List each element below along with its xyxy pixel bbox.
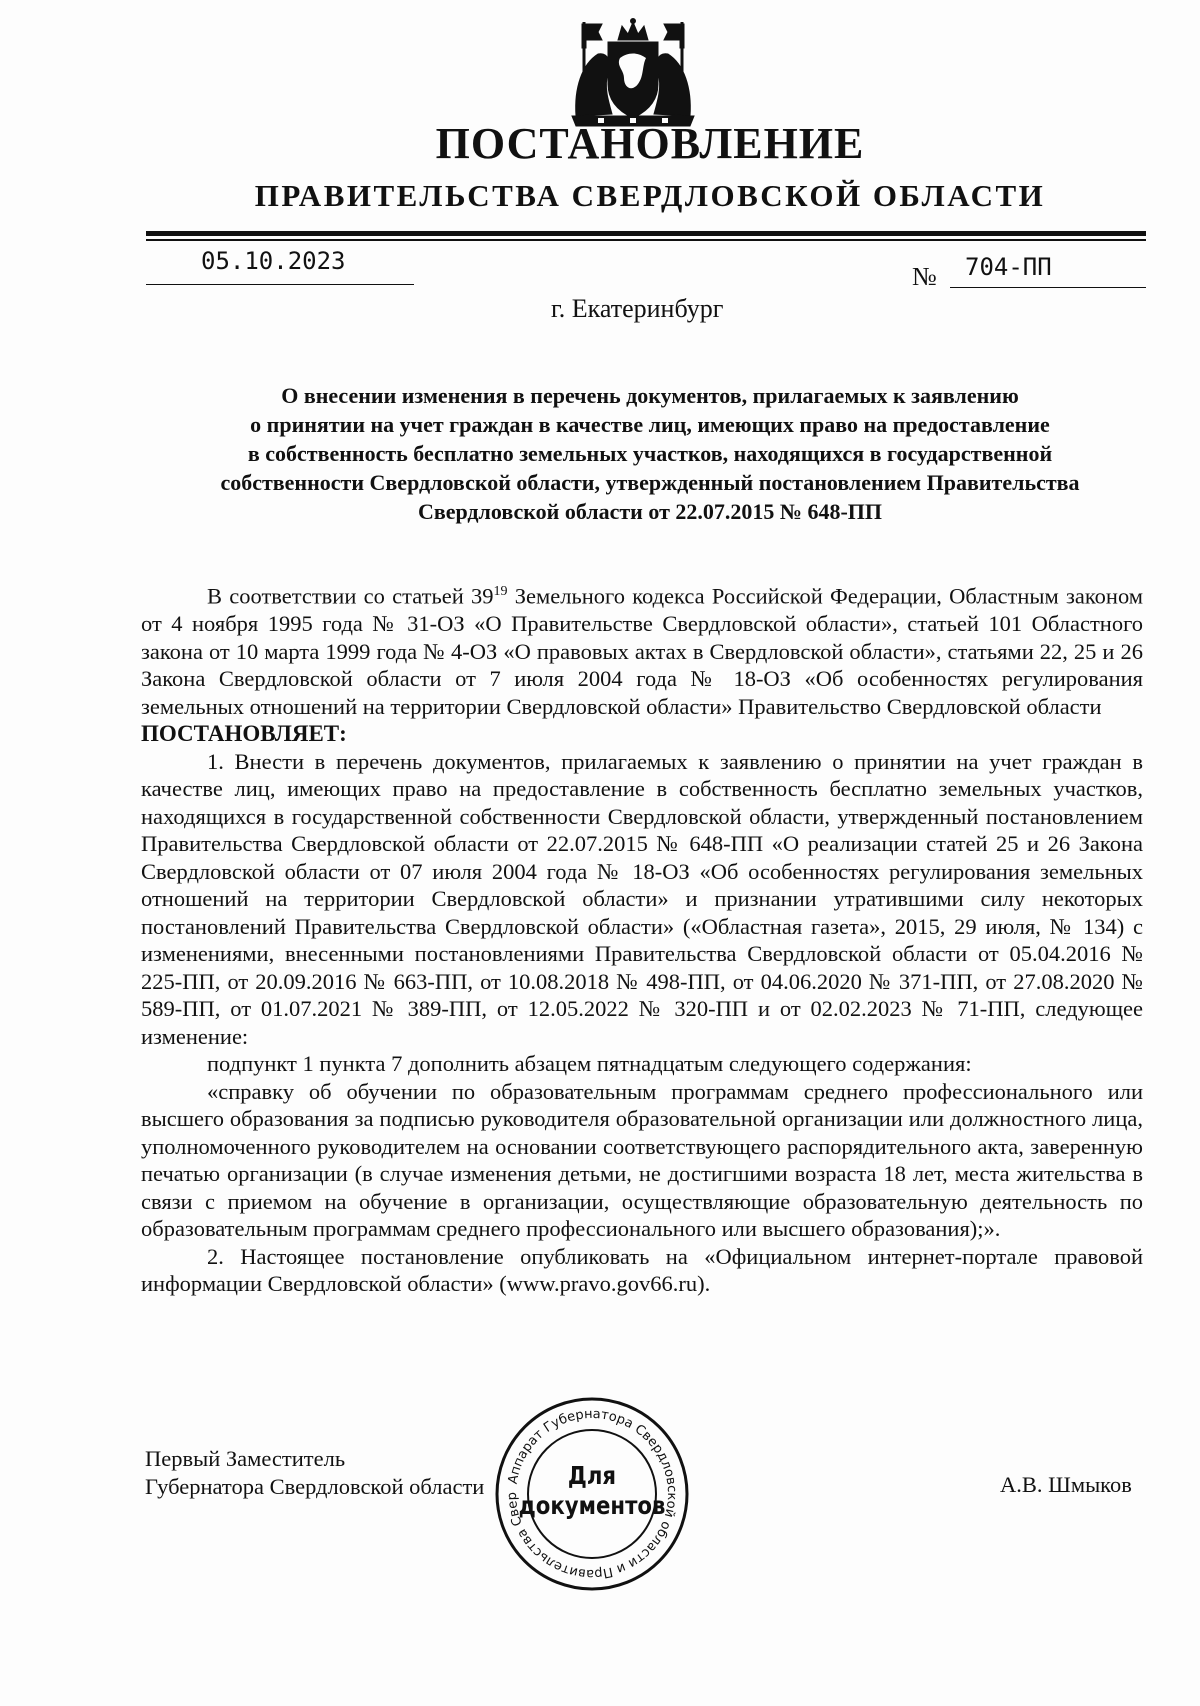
stamp-center-text: [507, 1461, 677, 1521]
document-heading: [150, 381, 1150, 526]
heading-line: собственности Свердловской области, утвержденный постановлением Правительства: [220, 470, 1080, 495]
header-rule-thin: [146, 239, 1146, 241]
heading-line: О внесении изменения в перечень документов, прилагаемых к заявлению: [281, 383, 1019, 408]
quote-paragraph: «справку об обучении по образовательным программам среднего профессионального или высшего образования за подписью руководителя образовательной организации или должностного лица, уполномоченного руководителем на основании соответствующего распорядительного акта, заверенную печатью организации (в случае изменения детьми, не достигшими возраста 18 лет, места жительства в связи с приемом на обучение в организации, осуществляющие образовательную деятельность по образовательным программам среднего профессионального или высшего образования);».: [141, 1078, 1143, 1241]
stamp-ring-text: Аппарат Губернатора Свердловской области и Правительства Свер: [504, 1406, 680, 1582]
stamp-center-line: документов: [518, 1491, 666, 1520]
coat-of-arms-icon: [568, 18, 698, 130]
header-rule-thick: [146, 231, 1146, 236]
signatory-name: А.В. Шмыков: [1000, 1472, 1132, 1497]
preamble-text: В соответствии со статьей 39: [207, 583, 494, 609]
issuer-title: ПРАВИТЕЛЬСТВА СВЕРДЛОВСКОЙ ОБЛАСТИ: [254, 178, 1046, 213]
signatory-title: [145, 1445, 484, 1501]
official-stamp: [492, 1394, 692, 1594]
number-underline: [950, 287, 1146, 288]
document-type-title: ПОСТАНОВЛЕНИЕ: [435, 119, 865, 168]
stamp-center-line: Для: [567, 1461, 617, 1490]
document-number: 704-ПП: [965, 253, 1052, 281]
item-1-paragraph: 1. Внести в перечень документов, прилагаемых к заявлению о принятии на учет граждан в качестве лиц, имеющих право на предоставление в собственность бесплатно земельных участков, находящихся в государственной собственности Свердловской области, утвержденный постановлением Правительства Свердловской области от 22.07.2015 № 648-ПП «О реализации статей 25 и 26 Закона Свердловской области от 07 июля 2004 года № 18-ОЗ «Об особенностях регулирования земельных отношений на территории Свердловской области» и признании утратившими силу некоторых постановлений Правительства Свердловской области» («Областная газета», 2015, 29 июля, № 134) с изменениями, внесенными постановлениями Правительства Свердловской области от 05.04.2016 № 225-ПП, от 20.09.2016 № 663-ПП, от 10.08.2018 № 498-ПП, от 04.06.2020 № 371-ПП, от 27.08.2020 № 589-ПП, от 01.07.2021 № 389-ПП, от 12.05.2022 № 320-ПП и от 02.02.2023 № 71-ПП, следующее изменение:: [141, 748, 1143, 1049]
heading-line: Свердловской области от 22.07.2015 № 648-ПП: [417, 499, 883, 524]
document-date: 05.10.2023: [201, 247, 346, 275]
item-2-paragraph: 2. Настоящее постановление опубликовать на «Официальном интернет-портале правовой информации Свердловской области» (www.pravo.gov66.ru).: [141, 1243, 1143, 1296]
signatory-title-line: Губернатора Свердловской области: [145, 1474, 485, 1499]
signatory-title-line: Первый Заместитель: [145, 1446, 346, 1471]
preamble-text-cont: Земельного кодекса Российской Федерации, Областным законом от 4 ноября 1995 года № 31-ОЗ «О Правительстве Свердловской области», статьей 101 Областного закона от 10 марта 1999 года № 4-ОЗ «О правовых актах в Свердловской области», статьями 22, 25 и 26 Закона Свердловской области от 7 июля 2004 года № 18-ОЗ «Об особенностях регулирования земельных отношений на территории Свердловской области» Правительство Свердловской области: [141, 583, 1144, 719]
article-superscript: 19: [493, 584, 508, 599]
number-label: №: [912, 262, 937, 291]
preamble-paragraph: [141, 578, 1143, 720]
resolves-heading: ПОСТАНОВЛЯЕТ:: [141, 721, 347, 746]
document-body: [141, 578, 1143, 1298]
heading-line: о принятии на учет граждан в качестве лиц, имеющих право на предоставление: [250, 412, 1050, 437]
date-underline: [146, 284, 414, 285]
heading-line: в собственность бесплатно земельных участков, находящихся в государственной: [247, 441, 1053, 466]
document-city: г. Екатеринбург: [551, 294, 724, 323]
subitem-paragraph: подпункт 1 пункта 7 дополнить абзацем пятнадцатым следующего содержания:: [207, 1051, 972, 1076]
